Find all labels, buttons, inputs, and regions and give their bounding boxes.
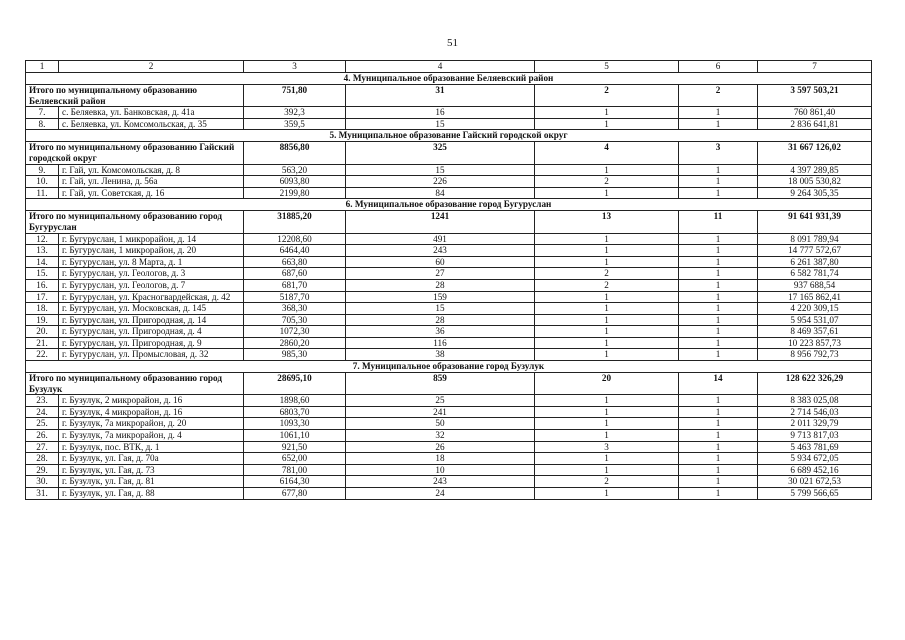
- table-row: [26, 488, 872, 500]
- section-title-row: [26, 361, 872, 373]
- table-row: [26, 314, 872, 326]
- row-number: 8.: [26, 118, 59, 130]
- row-col6: 1: [679, 187, 758, 199]
- row-col6: 1: [679, 268, 758, 280]
- row-col5: 1: [535, 164, 679, 176]
- row-col5: 1: [535, 464, 679, 476]
- row-cost: 18 005 530,82: [758, 176, 872, 188]
- row-address: г. Гай, ул. Комсомольская, д. 8: [59, 164, 244, 176]
- row-col5: 1: [535, 291, 679, 303]
- row-cost: 10 223 857,73: [758, 337, 872, 349]
- row-col6: 1: [679, 314, 758, 326]
- section-title-row: [26, 73, 872, 85]
- row-persons: 243: [346, 245, 535, 257]
- row-cost: 6 689 452,16: [758, 464, 872, 476]
- row-col6: 1: [679, 176, 758, 188]
- table-row: [26, 418, 872, 430]
- row-number: 12.: [26, 233, 59, 245]
- row-number: 20.: [26, 326, 59, 338]
- row-cost: 2 011 329,79: [758, 418, 872, 430]
- total-cost: 91 641 931,39: [758, 211, 872, 233]
- row-col6: 1: [679, 337, 758, 349]
- row-cost: 9 713 817,03: [758, 430, 872, 442]
- table-row: [26, 176, 872, 188]
- row-col5: 2: [535, 176, 679, 188]
- row-cost: 30 021 672,53: [758, 476, 872, 488]
- row-number: 14.: [26, 256, 59, 268]
- row-col6: 1: [679, 303, 758, 315]
- row-area: 392,3: [244, 107, 346, 119]
- row-col6: 1: [679, 418, 758, 430]
- row-area: 1072,30: [244, 326, 346, 338]
- total-area: 28695,10: [244, 373, 346, 395]
- row-address: г. Бугуруслан, ул. Геологов, д. 7: [59, 279, 244, 291]
- row-number: 21.: [26, 337, 59, 349]
- row-cost: 14 777 572,67: [758, 245, 872, 257]
- page-number: 51: [447, 37, 458, 49]
- row-area: 681,70: [244, 279, 346, 291]
- total-cost: 3 597 503,21: [758, 85, 872, 107]
- row-number: 29.: [26, 464, 59, 476]
- row-number: 13.: [26, 245, 59, 257]
- total-persons: 1241: [346, 211, 535, 233]
- row-col5: 1: [535, 406, 679, 418]
- row-persons: 26: [346, 441, 535, 453]
- section-title: 6. Муниципальное образование город Бугуруслан: [26, 199, 872, 211]
- row-col5: 2: [535, 476, 679, 488]
- row-col5: 1: [535, 256, 679, 268]
- row-number: 27.: [26, 441, 59, 453]
- row-persons: 241: [346, 406, 535, 418]
- row-area: 652,00: [244, 453, 346, 465]
- row-cost: 760 861,40: [758, 107, 872, 119]
- row-area: 985,30: [244, 349, 346, 361]
- row-cost: 17 165 862,41: [758, 291, 872, 303]
- row-address: г. Бузулук, 4 микрорайон, д. 16: [59, 406, 244, 418]
- row-persons: 10: [346, 464, 535, 476]
- total-area: 751,80: [244, 85, 346, 107]
- section-title-row: [26, 199, 872, 211]
- total-label: Итого по муниципальному образованию город Бузулук: [26, 373, 244, 395]
- row-number: 17.: [26, 291, 59, 303]
- row-area: 368,30: [244, 303, 346, 315]
- total-cost: 31 667 126,02: [758, 142, 872, 164]
- row-address: г. Бузулук, ул. Гая, д. 70а: [59, 453, 244, 465]
- row-col5: 1: [535, 430, 679, 442]
- row-col5: 3: [535, 441, 679, 453]
- row-number: 22.: [26, 349, 59, 361]
- section-title: 5. Муниципальное образование Гайский городской округ: [26, 130, 872, 142]
- row-col5: 1: [535, 418, 679, 430]
- total-col5: 2: [535, 85, 679, 107]
- row-number: 18.: [26, 303, 59, 315]
- table-row: [26, 107, 872, 119]
- total-persons: 31: [346, 85, 535, 107]
- row-address: г. Бугуруслан, ул. Пригородная, д. 14: [59, 314, 244, 326]
- row-address: г. Бугуруслан, ул. Пригородная, д. 9: [59, 337, 244, 349]
- row-col6: 1: [679, 107, 758, 119]
- row-address: с. Беляевка, ул. Банковская, д. 41а: [59, 107, 244, 119]
- table-row: [26, 268, 872, 280]
- row-area: 663,80: [244, 256, 346, 268]
- row-address: г. Бузулук, 2 микрорайон, д. 16: [59, 395, 244, 407]
- row-address: г. Бузулук, ул. Гая, д. 73: [59, 464, 244, 476]
- row-col5: 2: [535, 279, 679, 291]
- housing-table: [25, 60, 872, 500]
- table-row: [26, 430, 872, 442]
- total-col6: 11: [679, 211, 758, 233]
- row-cost: 6 261 387,80: [758, 256, 872, 268]
- total-label: Итого по муниципальному образованию город Бугуруслан: [26, 211, 244, 233]
- table-row: [26, 476, 872, 488]
- table-row: [26, 395, 872, 407]
- table-row: [26, 118, 872, 130]
- row-number: 31.: [26, 488, 59, 500]
- row-cost: 5 934 672,05: [758, 453, 872, 465]
- row-col5: 1: [535, 349, 679, 361]
- column-number-cell: 1: [26, 61, 59, 73]
- row-col5: 1: [535, 337, 679, 349]
- section-total-row: [26, 85, 872, 107]
- total-area: 31885,20: [244, 211, 346, 233]
- row-number: 15.: [26, 268, 59, 280]
- row-col6: 1: [679, 245, 758, 257]
- row-col5: 1: [535, 326, 679, 338]
- row-address: г. Бугуруслан, ул. Пригородная, д. 4: [59, 326, 244, 338]
- row-number: 7.: [26, 107, 59, 119]
- row-address: г. Бузулук, пос. ВТК, д. 1: [59, 441, 244, 453]
- row-persons: 25: [346, 395, 535, 407]
- total-col5: 13: [535, 211, 679, 233]
- column-number-cell: 4: [346, 61, 535, 73]
- row-persons: 116: [346, 337, 535, 349]
- row-number: 23.: [26, 395, 59, 407]
- row-persons: 27: [346, 268, 535, 280]
- row-address: г. Бугуруслан, ул. Красногвардейская, д. 42: [59, 291, 244, 303]
- row-cost: 8 383 025,08: [758, 395, 872, 407]
- table-row: [26, 164, 872, 176]
- column-number-cell: 5: [535, 61, 679, 73]
- row-col5: 1: [535, 233, 679, 245]
- row-persons: 38: [346, 349, 535, 361]
- row-area: 6464,40: [244, 245, 346, 257]
- row-number: 25.: [26, 418, 59, 430]
- row-col6: 1: [679, 441, 758, 453]
- row-col6: 1: [679, 476, 758, 488]
- row-address: г. Бузулук, ул. Гая, д. 88: [59, 488, 244, 500]
- table-row: [26, 245, 872, 257]
- column-number-cell: 6: [679, 61, 758, 73]
- row-persons: 15: [346, 118, 535, 130]
- row-cost: 4 397 289,85: [758, 164, 872, 176]
- total-col5: 4: [535, 142, 679, 164]
- row-address: г. Бузулук, ул. Гая, д. 81: [59, 476, 244, 488]
- row-persons: 24: [346, 488, 535, 500]
- row-col5: 1: [535, 395, 679, 407]
- row-col5: 1: [535, 187, 679, 199]
- row-cost: 9 264 305,35: [758, 187, 872, 199]
- section-total-row: [26, 373, 872, 395]
- section-total-row: [26, 142, 872, 164]
- row-cost: 5 954 531,07: [758, 314, 872, 326]
- table-row: [26, 349, 872, 361]
- total-col6: 14: [679, 373, 758, 395]
- row-cost: 8 091 789,94: [758, 233, 872, 245]
- row-area: 2199,80: [244, 187, 346, 199]
- row-address: г. Бугуруслан, ул. 8 Марта, д. 1: [59, 256, 244, 268]
- row-number: 10.: [26, 176, 59, 188]
- row-persons: 60: [346, 256, 535, 268]
- row-col5: 2: [535, 268, 679, 280]
- row-area: 6164,30: [244, 476, 346, 488]
- row-address: г. Бузулук, 7а микрорайон, д. 4: [59, 430, 244, 442]
- row-col6: 1: [679, 118, 758, 130]
- column-number-cell: 7: [758, 61, 872, 73]
- row-cost: 2 714 546,03: [758, 406, 872, 418]
- total-col5: 20: [535, 373, 679, 395]
- row-address: г. Гай, ул. Советская, д. 16: [59, 187, 244, 199]
- row-cost: 2 836 641,81: [758, 118, 872, 130]
- table-row: [26, 326, 872, 338]
- row-address: г. Бугуруслан, 1 микрорайон, д. 14: [59, 233, 244, 245]
- table-row: [26, 441, 872, 453]
- row-address: г. Бугуруслан, ул. Геологов, д. 3: [59, 268, 244, 280]
- row-area: 6093,80: [244, 176, 346, 188]
- column-number-cell: 3: [244, 61, 346, 73]
- table-row: [26, 187, 872, 199]
- row-area: 6803,70: [244, 406, 346, 418]
- row-address: г. Бугуруслан, ул. Московская, д. 145: [59, 303, 244, 315]
- section-title: 7. Муниципальное образование город Бузулук: [26, 361, 872, 373]
- row-col6: 1: [679, 326, 758, 338]
- table-row: [26, 303, 872, 315]
- table-row: [26, 337, 872, 349]
- row-area: 677,80: [244, 488, 346, 500]
- row-number: 11.: [26, 187, 59, 199]
- row-address: г. Бугуруслан, ул. Промысловая, д. 32: [59, 349, 244, 361]
- row-col5: 1: [535, 453, 679, 465]
- row-col6: 1: [679, 349, 758, 361]
- row-area: 12208,60: [244, 233, 346, 245]
- row-number: 26.: [26, 430, 59, 442]
- row-number: 28.: [26, 453, 59, 465]
- row-area: 1093,30: [244, 418, 346, 430]
- row-cost: 8 956 792,73: [758, 349, 872, 361]
- row-area: 1898,60: [244, 395, 346, 407]
- row-address: г. Бузулук, 7а микрорайон, д. 20: [59, 418, 244, 430]
- section-title-row: [26, 130, 872, 142]
- row-area: 5187,70: [244, 291, 346, 303]
- row-area: 687,60: [244, 268, 346, 280]
- row-area: 1061,10: [244, 430, 346, 442]
- row-col5: 1: [535, 303, 679, 315]
- row-col6: 1: [679, 279, 758, 291]
- row-persons: 243: [346, 476, 535, 488]
- row-number: 24.: [26, 406, 59, 418]
- row-persons: 15: [346, 303, 535, 315]
- total-area: 8856,80: [244, 142, 346, 164]
- table-row: [26, 256, 872, 268]
- row-persons: 16: [346, 107, 535, 119]
- row-number: 16.: [26, 279, 59, 291]
- row-area: 359,5: [244, 118, 346, 130]
- total-persons: 859: [346, 373, 535, 395]
- row-persons: 226: [346, 176, 535, 188]
- column-number-row: [26, 61, 872, 73]
- row-persons: 28: [346, 279, 535, 291]
- row-col5: 1: [535, 488, 679, 500]
- table-row: [26, 406, 872, 418]
- row-persons: 32: [346, 430, 535, 442]
- row-area: 921,50: [244, 441, 346, 453]
- row-area: 2860,20: [244, 337, 346, 349]
- row-col6: 1: [679, 395, 758, 407]
- row-number: 30.: [26, 476, 59, 488]
- table-row: [26, 453, 872, 465]
- row-area: 705,30: [244, 314, 346, 326]
- table-row: [26, 279, 872, 291]
- row-col5: 1: [535, 107, 679, 119]
- table-row: [26, 464, 872, 476]
- row-persons: 159: [346, 291, 535, 303]
- row-number: 9.: [26, 164, 59, 176]
- row-area: 781,00: [244, 464, 346, 476]
- row-col6: 1: [679, 430, 758, 442]
- row-address: с. Беляевка, ул. Комсомольская, д. 35: [59, 118, 244, 130]
- total-label: Итого по муниципальному образованию Беляевский район: [26, 85, 244, 107]
- column-number-cell: 2: [59, 61, 244, 73]
- row-persons: 28: [346, 314, 535, 326]
- row-cost: 8 469 357,61: [758, 326, 872, 338]
- row-persons: 36: [346, 326, 535, 338]
- row-address: г. Бугуруслан, 1 микрорайон, д. 20: [59, 245, 244, 257]
- row-persons: 15: [346, 164, 535, 176]
- total-label: Итого по муниципальному образованию Гайский городской округ: [26, 142, 244, 164]
- row-col6: 1: [679, 164, 758, 176]
- row-persons: 50: [346, 418, 535, 430]
- row-col6: 1: [679, 233, 758, 245]
- row-col6: 1: [679, 464, 758, 476]
- row-cost: 4 220 309,15: [758, 303, 872, 315]
- row-cost: 5 463 781,69: [758, 441, 872, 453]
- row-address: г. Гай, ул. Ленина, д. 56а: [59, 176, 244, 188]
- total-col6: 2: [679, 85, 758, 107]
- row-number: 19.: [26, 314, 59, 326]
- row-area: 563,20: [244, 164, 346, 176]
- row-cost: 937 688,54: [758, 279, 872, 291]
- section-title: 4. Муниципальное образование Беляевский район: [26, 73, 872, 85]
- section-total-row: [26, 211, 872, 233]
- row-col6: 1: [679, 256, 758, 268]
- row-col6: 1: [679, 406, 758, 418]
- row-persons: 84: [346, 187, 535, 199]
- row-col6: 1: [679, 453, 758, 465]
- row-persons: 18: [346, 453, 535, 465]
- row-col5: 1: [535, 118, 679, 130]
- row-persons: 491: [346, 233, 535, 245]
- total-persons: 325: [346, 142, 535, 164]
- row-col6: 1: [679, 488, 758, 500]
- row-cost: 5 799 566,65: [758, 488, 872, 500]
- row-col6: 1: [679, 291, 758, 303]
- total-cost: 128 622 326,29: [758, 373, 872, 395]
- table-row: [26, 291, 872, 303]
- row-col5: 1: [535, 245, 679, 257]
- table-row: [26, 233, 872, 245]
- total-col6: 3: [679, 142, 758, 164]
- row-cost: 6 582 781,74: [758, 268, 872, 280]
- row-col5: 1: [535, 314, 679, 326]
